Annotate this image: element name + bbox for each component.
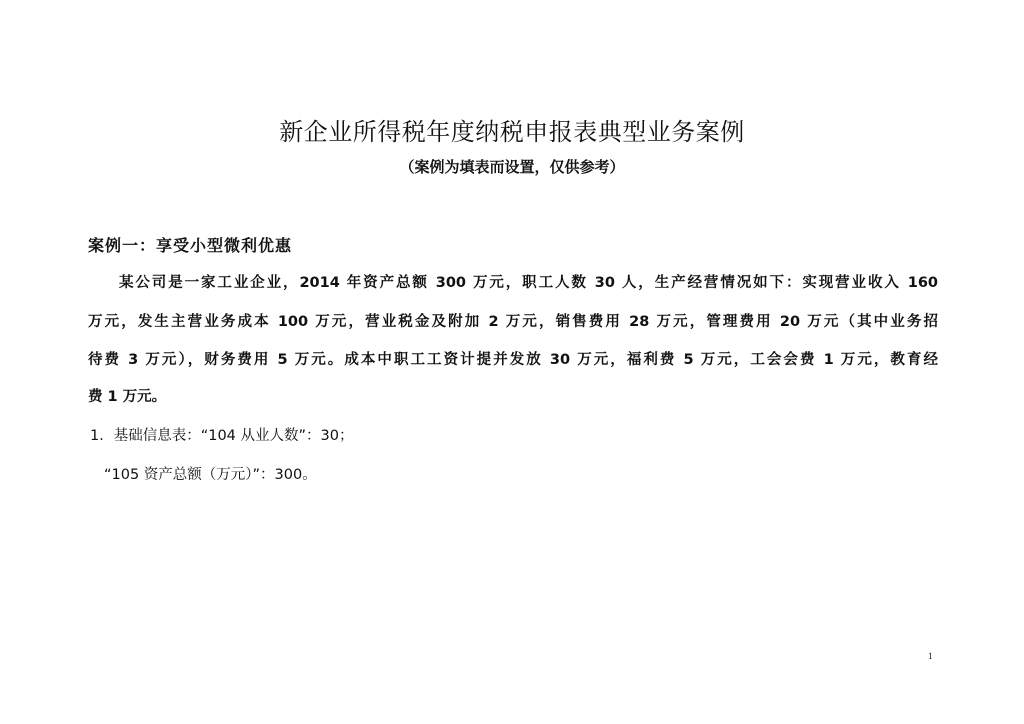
- case-paragraph-line: 待费 3 万元），财务费用 5 万元。成本中职工工资计提并发放 30 万元，福利费 5 万元，工会会费 1 万元，教育经: [88, 352, 938, 368]
- case-paragraph-line: 万元，发生主营业务成本 100 万元，营业税金及附加 2 万元，销售费用 28 万元，管理费用 20 万元（其中业务招: [88, 314, 938, 330]
- case-paragraph-line: 费 1 万元。: [88, 389, 167, 405]
- document-subtitle: （案例为填表而设置，仅供参考）: [399, 158, 625, 176]
- document-title: 新企业所得税年度纳税申报表典型业务案例: [279, 118, 745, 146]
- case-paragraph-line: 某公司是一家工业企业，2014 年资产总额 300 万元，职工人数 30 人，生产经营情况如下：实现营业收入 160: [119, 275, 938, 291]
- case-heading: 案例一：享受小型微利优惠: [88, 236, 293, 255]
- basic-info-item: “105 资产总额（万元）”：300。: [104, 467, 317, 483]
- page-number: 1: [928, 651, 933, 661]
- basic-info-item: 1．基础信息表：“104 从业人数”：30；: [90, 428, 354, 444]
